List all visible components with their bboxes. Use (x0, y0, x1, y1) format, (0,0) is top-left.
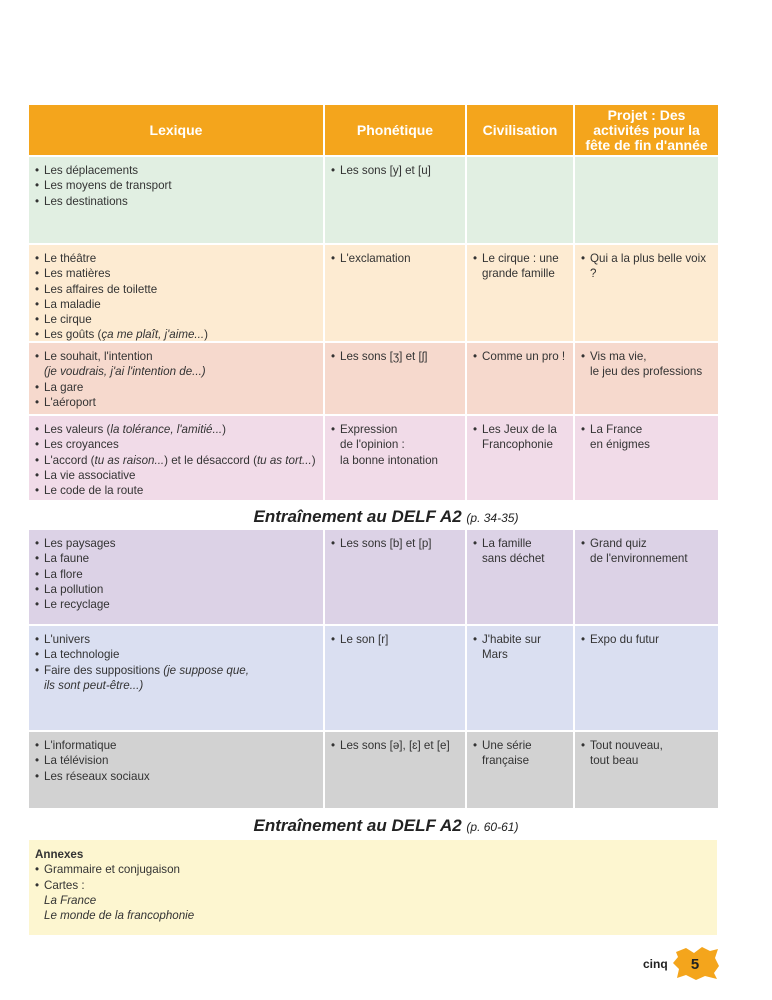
list-item: • Expo du futur (581, 632, 712, 647)
annexes-box (29, 840, 717, 935)
list-item: • Tout nouveau, tout beau (581, 738, 712, 769)
list-item: • Cartes : La France Le monde de la francophonie (35, 878, 711, 924)
delf-heading-2 (0, 816, 772, 836)
list-item: • Les croyances (35, 437, 317, 452)
list-item: • Comme un pro ! (473, 349, 567, 364)
header-civilisation: Civilisation (467, 105, 573, 155)
list-item: • Le recyclage (35, 597, 317, 612)
list-item: • La faune (35, 551, 317, 566)
list-item: • La pollution (35, 582, 317, 597)
row3-projet (575, 343, 718, 414)
list-item: • La France en énigmes (581, 422, 712, 453)
list-item: • Le code de la route (35, 483, 317, 498)
list-item: • Faire des suppositions (je suppose que, ils sont peut-être...) (35, 663, 317, 694)
list-item: • L'exclamation (331, 251, 459, 266)
list-item: • Le son [r] (331, 632, 459, 647)
row3-civilisation (467, 343, 573, 414)
row1-civilisation (467, 157, 573, 243)
page-number-badge (672, 946, 720, 980)
delf-pages: (p. 34-35) (466, 511, 519, 525)
delf-heading-1 (0, 507, 772, 527)
list-item: • Les goûts (ça me plaît, j'aime...) (35, 327, 317, 341)
row4-lexique (29, 416, 323, 500)
delf-pages: (p. 60-61) (466, 820, 519, 834)
list-item: • Le théâtre (35, 251, 317, 266)
list-item: • Les matières (35, 266, 317, 281)
list-item: • Les moyens de transport (35, 178, 317, 193)
list-item: • Les réseaux sociaux (35, 769, 317, 784)
list-item: • Les Jeux de la Francophonie (473, 422, 567, 453)
row4-phonetique (325, 416, 465, 500)
header-lexique: Lexique (29, 105, 323, 155)
row7-phonetique (325, 732, 465, 808)
list-item: • J'habite sur Mars (473, 632, 567, 663)
row5-projet (575, 530, 718, 624)
row6-phonetique (325, 626, 465, 730)
list-item: • Le souhait, l'intention (je voudrais, j'ai l'intention de...) (35, 349, 317, 380)
delf-title: Entraînement au DELF A2 (253, 507, 462, 526)
list-item: • Le cirque (35, 312, 317, 327)
list-item: • Les valeurs (la tolérance, l'amitié...) (35, 422, 317, 437)
list-item: • La flore (35, 567, 317, 582)
row2-phonetique (325, 245, 465, 341)
list-item: • Grammaire et conjugaison (35, 862, 711, 877)
list-item: • L'accord (tu as raison...) et le désaccord (tu as tort...) (35, 453, 317, 468)
list-item: • Les sons [b] et [p] (331, 536, 459, 551)
row3-phonetique (325, 343, 465, 414)
list-item: • La maladie (35, 297, 317, 312)
row2-civilisation (467, 245, 573, 341)
list-item: • Une série française (473, 738, 567, 769)
row7-projet (575, 732, 718, 808)
header-projet: Projet : Des activités pour la fête de fin d'année (575, 105, 718, 155)
list-item: • La télévision (35, 753, 317, 768)
row5-lexique (29, 530, 323, 624)
list-item: • La vie associative (35, 468, 317, 483)
row2-lexique (29, 245, 323, 341)
row6-civilisation (467, 626, 573, 730)
carte-item: Le monde de la francophonie (44, 909, 195, 923)
row3-lexique (29, 343, 323, 414)
list-item: • Expression de l'opinion : la bonne intonation (331, 422, 459, 468)
row5-civilisation (467, 530, 573, 624)
row6-lexique (29, 626, 323, 730)
list-item: • L'aéroport (35, 395, 317, 410)
row5-phonetique (325, 530, 465, 624)
list-item: • Qui a la plus belle voix ? (581, 251, 712, 282)
list-item: • Les déplacements (35, 163, 317, 178)
row1-lexique (29, 157, 323, 243)
row2-projet (575, 245, 718, 341)
row1-projet (575, 157, 718, 243)
list-item: • Grand quiz de l'environnement (581, 536, 712, 567)
list-item: • L'informatique (35, 738, 317, 753)
list-item: • L'univers (35, 632, 317, 647)
delf-title: Entraînement au DELF A2 (253, 816, 462, 835)
row1-phonetique (325, 157, 465, 243)
page-number: 5 (690, 956, 700, 973)
list-item: • Les destinations (35, 194, 317, 209)
annexes-title: Annexes (35, 848, 84, 861)
list-item: • Les affaires de toilette (35, 282, 317, 297)
list-item: • Les sons [y] et [u] (331, 163, 459, 178)
row4-civilisation (467, 416, 573, 500)
header-phonetique: Phonétique (325, 105, 465, 155)
list-item: • La gare (35, 380, 317, 395)
list-item: • La famille sans déchet (473, 536, 567, 567)
carte-item: La France (44, 893, 97, 907)
list-item: • Vis ma vie, le jeu des professions (581, 349, 712, 380)
list-item: • Le cirque : une grande famille (473, 251, 567, 282)
list-item: • Les sons [ʒ] et [ʃ] (331, 349, 459, 364)
page-word: cinq (643, 957, 668, 971)
list-item: • Les sons [ə], [ɛ] et [e] (331, 738, 459, 753)
list-item: • La technologie (35, 647, 317, 662)
row6-projet (575, 626, 718, 730)
row7-lexique (29, 732, 323, 808)
row4-projet (575, 416, 718, 500)
list-item: • Les paysages (35, 536, 317, 551)
row7-civilisation (467, 732, 573, 808)
